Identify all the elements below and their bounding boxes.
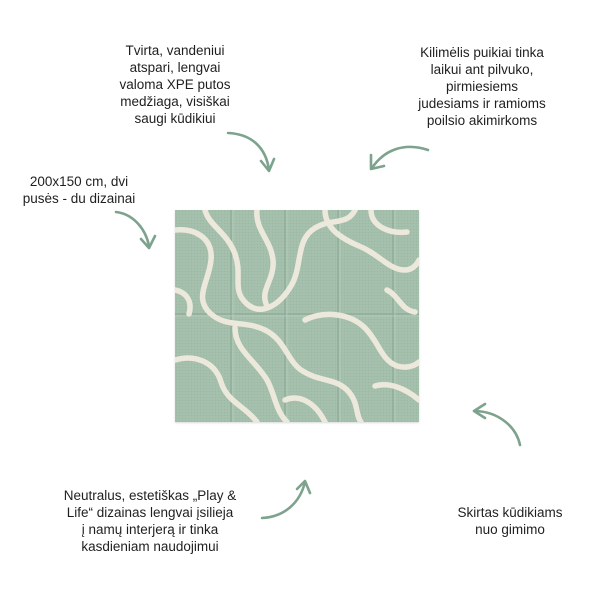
callout-material: Tvirta, vandeniui atspari, lengvai valoma XPE putos medžiaga, visiškai saugi kūdikiui xyxy=(119,43,231,126)
callout-size: 200x150 cm, dvi pusės - du dizainai xyxy=(22,174,136,206)
callout-use: Kilimėlis puikiai tinka laikui ant pilvuko, pirmiesiems judesiams ir ramioms poilsio akimirkoms xyxy=(418,45,546,128)
callout-design: Neutralus, estetiškas „Play & Life“ dizainas lengvai įsilieja į namų interjerą ir tinka kasdieniam naudojimui xyxy=(63,488,237,554)
callout-age: Skirtas kūdikiams nuo gimimo xyxy=(457,505,563,537)
play-mat-image xyxy=(175,210,419,422)
